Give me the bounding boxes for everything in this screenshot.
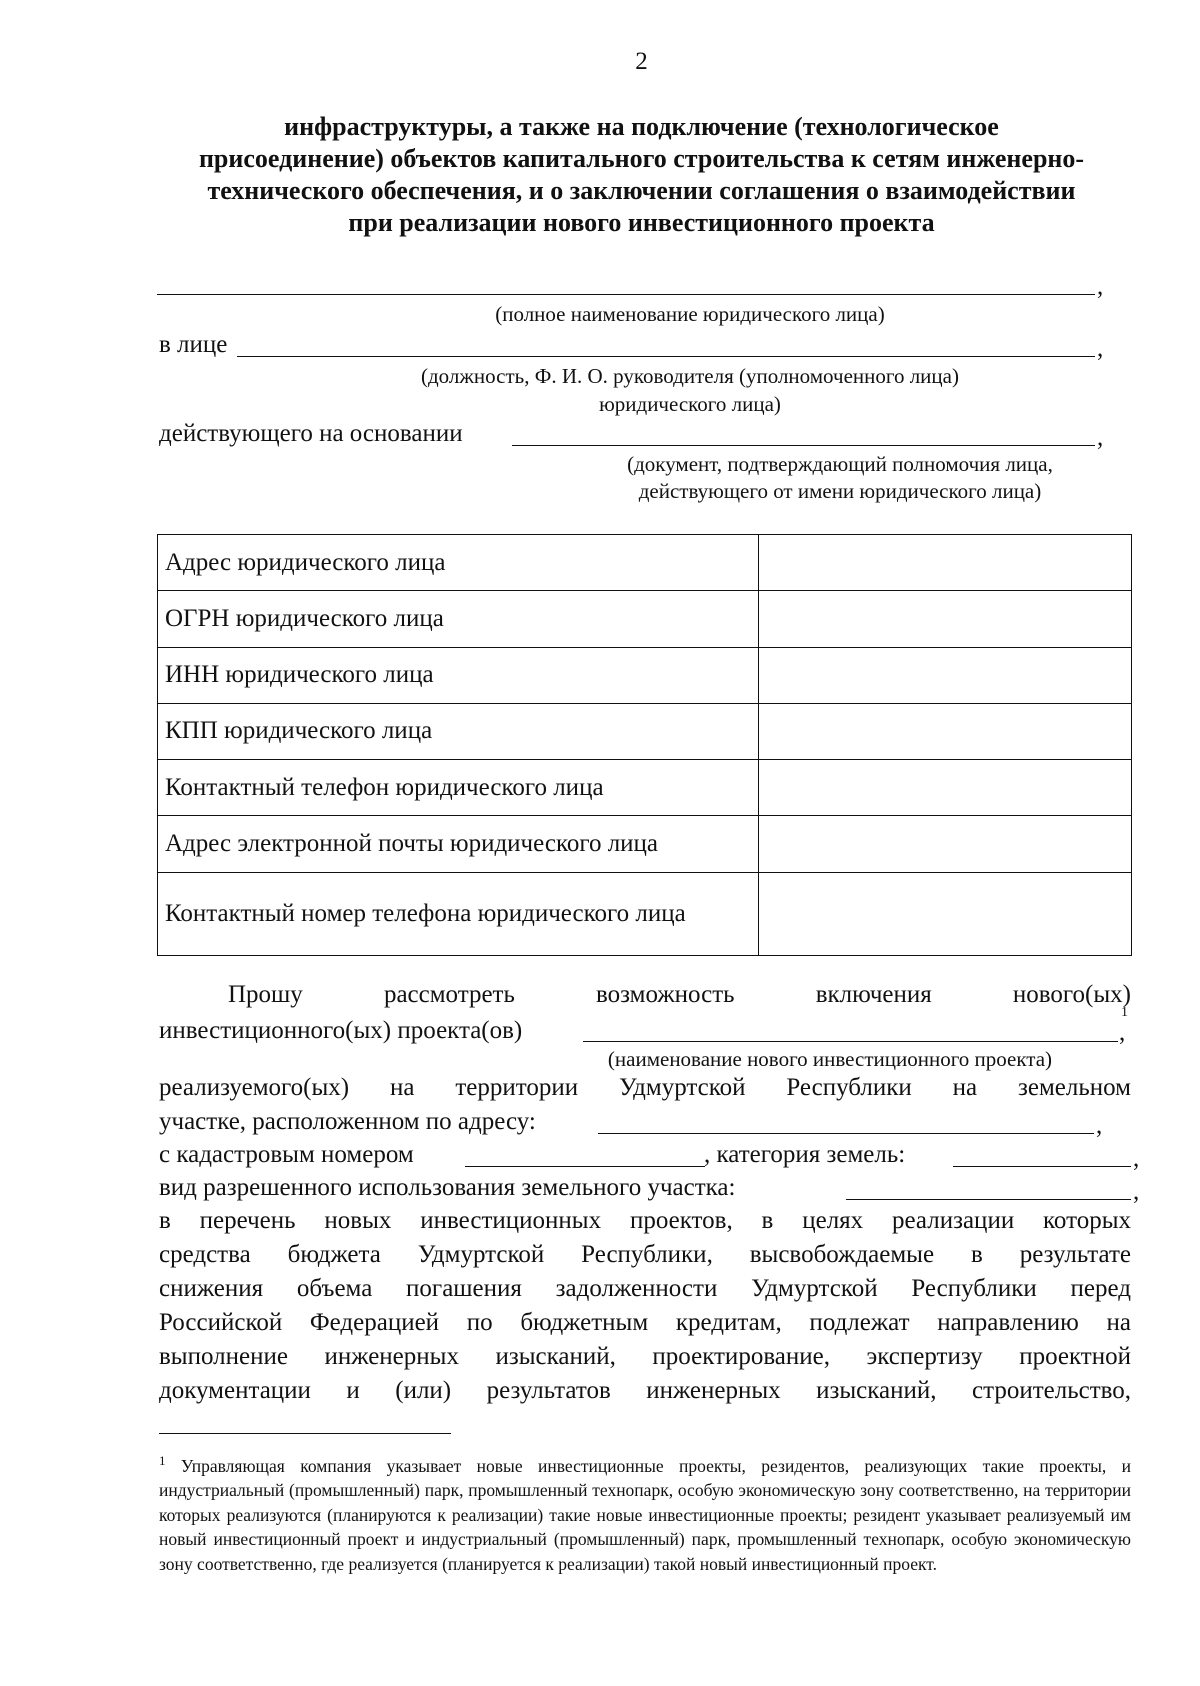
table-row [158,816,1132,872]
basis-label: действующего на основании [159,420,463,447]
row-value-cell[interactable] [759,535,1132,591]
row-label: Адрес электронной почты юридического лица [158,816,759,872]
title-line: при реализации нового инвестиционного проекта [348,208,935,237]
body-line [159,1309,1131,1337]
comma: , [1097,273,1104,300]
cadastral-blank[interactable] [465,1166,705,1167]
row-label: КПП юридического лица [158,703,759,759]
head-name-blank[interactable] [237,356,1095,357]
row-label: Адрес юридического лица [158,535,759,591]
title-line: инфраструктуры, а также на подключение (технологическое [284,112,999,141]
comma: , [1133,1178,1140,1205]
footnote-text: Управляющая компания указывает новые инвестиционные проекты, резидентов, реализующих такие проекты, и индустриальный (промышленный) парк, промышленный технопарк, особую экономическую зону соответственно, на территории которых реализуются (планируются к реализации) такие новые инвестиционные проекты; резидент указывает реализуемый им новый инвестиционный проект и индустриальный (промышленный) парк, промышленный технопарк, особую экономическую зону соответственно, где реализуется (планируется к реализации) такой новый инвестиционный проект. [159,1455,1131,1574]
row-label: ИНН юридического лица [158,647,759,703]
body-line [159,1343,1131,1371]
footnote-divider [159,1433,451,1434]
basis-blank[interactable] [512,445,1095,446]
comma: , [1133,1145,1140,1172]
territory-line [159,1074,1131,1102]
project-name-note: (наименование нового инвестиционного проекта) [607,1047,1053,1071]
table-row [158,703,1132,759]
table-row [158,535,1132,591]
row-value-cell[interactable] [759,816,1132,872]
row-value-cell[interactable] [759,760,1132,816]
title-line: технического обеспечения, и о заключении соглашения о взаимодействии [207,176,1076,205]
projects-label: инвестиционного(ых) проекта(ов) [159,1017,523,1044]
territory-text: реализуемого(ых) на территории Удмуртской Республики на земельном [159,1074,1131,1101]
word: рассмотреть [383,981,515,1008]
land-category-blank[interactable] [953,1166,1131,1167]
row-label: Контактный номер телефона юридического лица [158,872,759,955]
table-row [158,760,1132,816]
row-value-cell[interactable] [759,872,1132,955]
page-number: 2 [635,48,648,75]
in-person-label: в лице [159,331,228,358]
request-first-line [228,981,1131,1009]
project-name-blank[interactable] [583,1041,1118,1042]
body-text: документации и (или) результатов инженерных изысканий, строительство, [159,1377,1131,1404]
entity-name-blank[interactable] [157,294,1095,295]
table-row [158,647,1132,703]
word: Прошу [228,981,303,1008]
row-value-cell[interactable] [759,591,1132,647]
table-row [158,872,1132,955]
body-line [159,1377,1131,1405]
land-category-label: , категория земель: [704,1141,906,1168]
body-line [159,1207,1131,1235]
word: включения [815,981,932,1008]
word: нового(ых) [1012,981,1131,1008]
body-text: средства бюджета Удмуртской Республики, высвобождаемые в результате [159,1241,1131,1268]
word: возможность [596,981,735,1008]
body-text: выполнение инженерных изысканий, проектирование, экспертизу проектной [159,1343,1131,1370]
permitted-use-label: вид разрешенного использования земельного участка: [159,1174,736,1201]
title-line: присоединение) объектов капитального строительства к сетям инженерно- [198,144,1085,173]
comma: , [1097,424,1104,451]
body-line [159,1275,1131,1303]
table-row [158,591,1132,647]
row-value-cell[interactable] [759,703,1132,759]
entity-details-table [157,534,1132,956]
comma: , [1119,1019,1126,1046]
footnote-number: 1 [159,1453,166,1468]
body-text: в перечень новых инвестиционных проектов, в целях реализации которых [159,1207,1131,1234]
head-note-line2: юридического лица) [599,392,781,416]
address-label: участке, расположенном по адресу: [159,1108,536,1135]
row-value-cell[interactable] [759,647,1132,703]
basis-note-line1: (документ, подтверждающий полномочия лица, [627,452,1053,476]
entity-name-note: (полное наименование юридического лица) [495,302,885,326]
head-note-line1: (должность, Ф. И. О. руководителя (уполномоченного лица) [421,364,959,388]
permitted-use-blank[interactable] [846,1199,1131,1200]
row-label: ОГРН юридического лица [158,591,759,647]
cadastral-label: с кадастровым номером [159,1141,414,1168]
comma: , [1097,335,1104,362]
row-label: Контактный телефон юридического лица [158,760,759,816]
basis-note-line2: действующего от имени юридического лица) [638,479,1042,503]
document-title [150,111,1133,239]
comma: , [1096,1112,1103,1139]
body-line [159,1241,1131,1269]
body-text: снижения объема погашения задолженности Удмуртской Республики перед [159,1275,1131,1302]
body-text: Российской Федерацией по бюджетным кредитам, подлежат направлению на [159,1309,1131,1336]
address-blank[interactable] [598,1133,1094,1134]
footnote-ref: 1 [1121,1005,1128,1020]
footnote [159,1449,1131,1576]
